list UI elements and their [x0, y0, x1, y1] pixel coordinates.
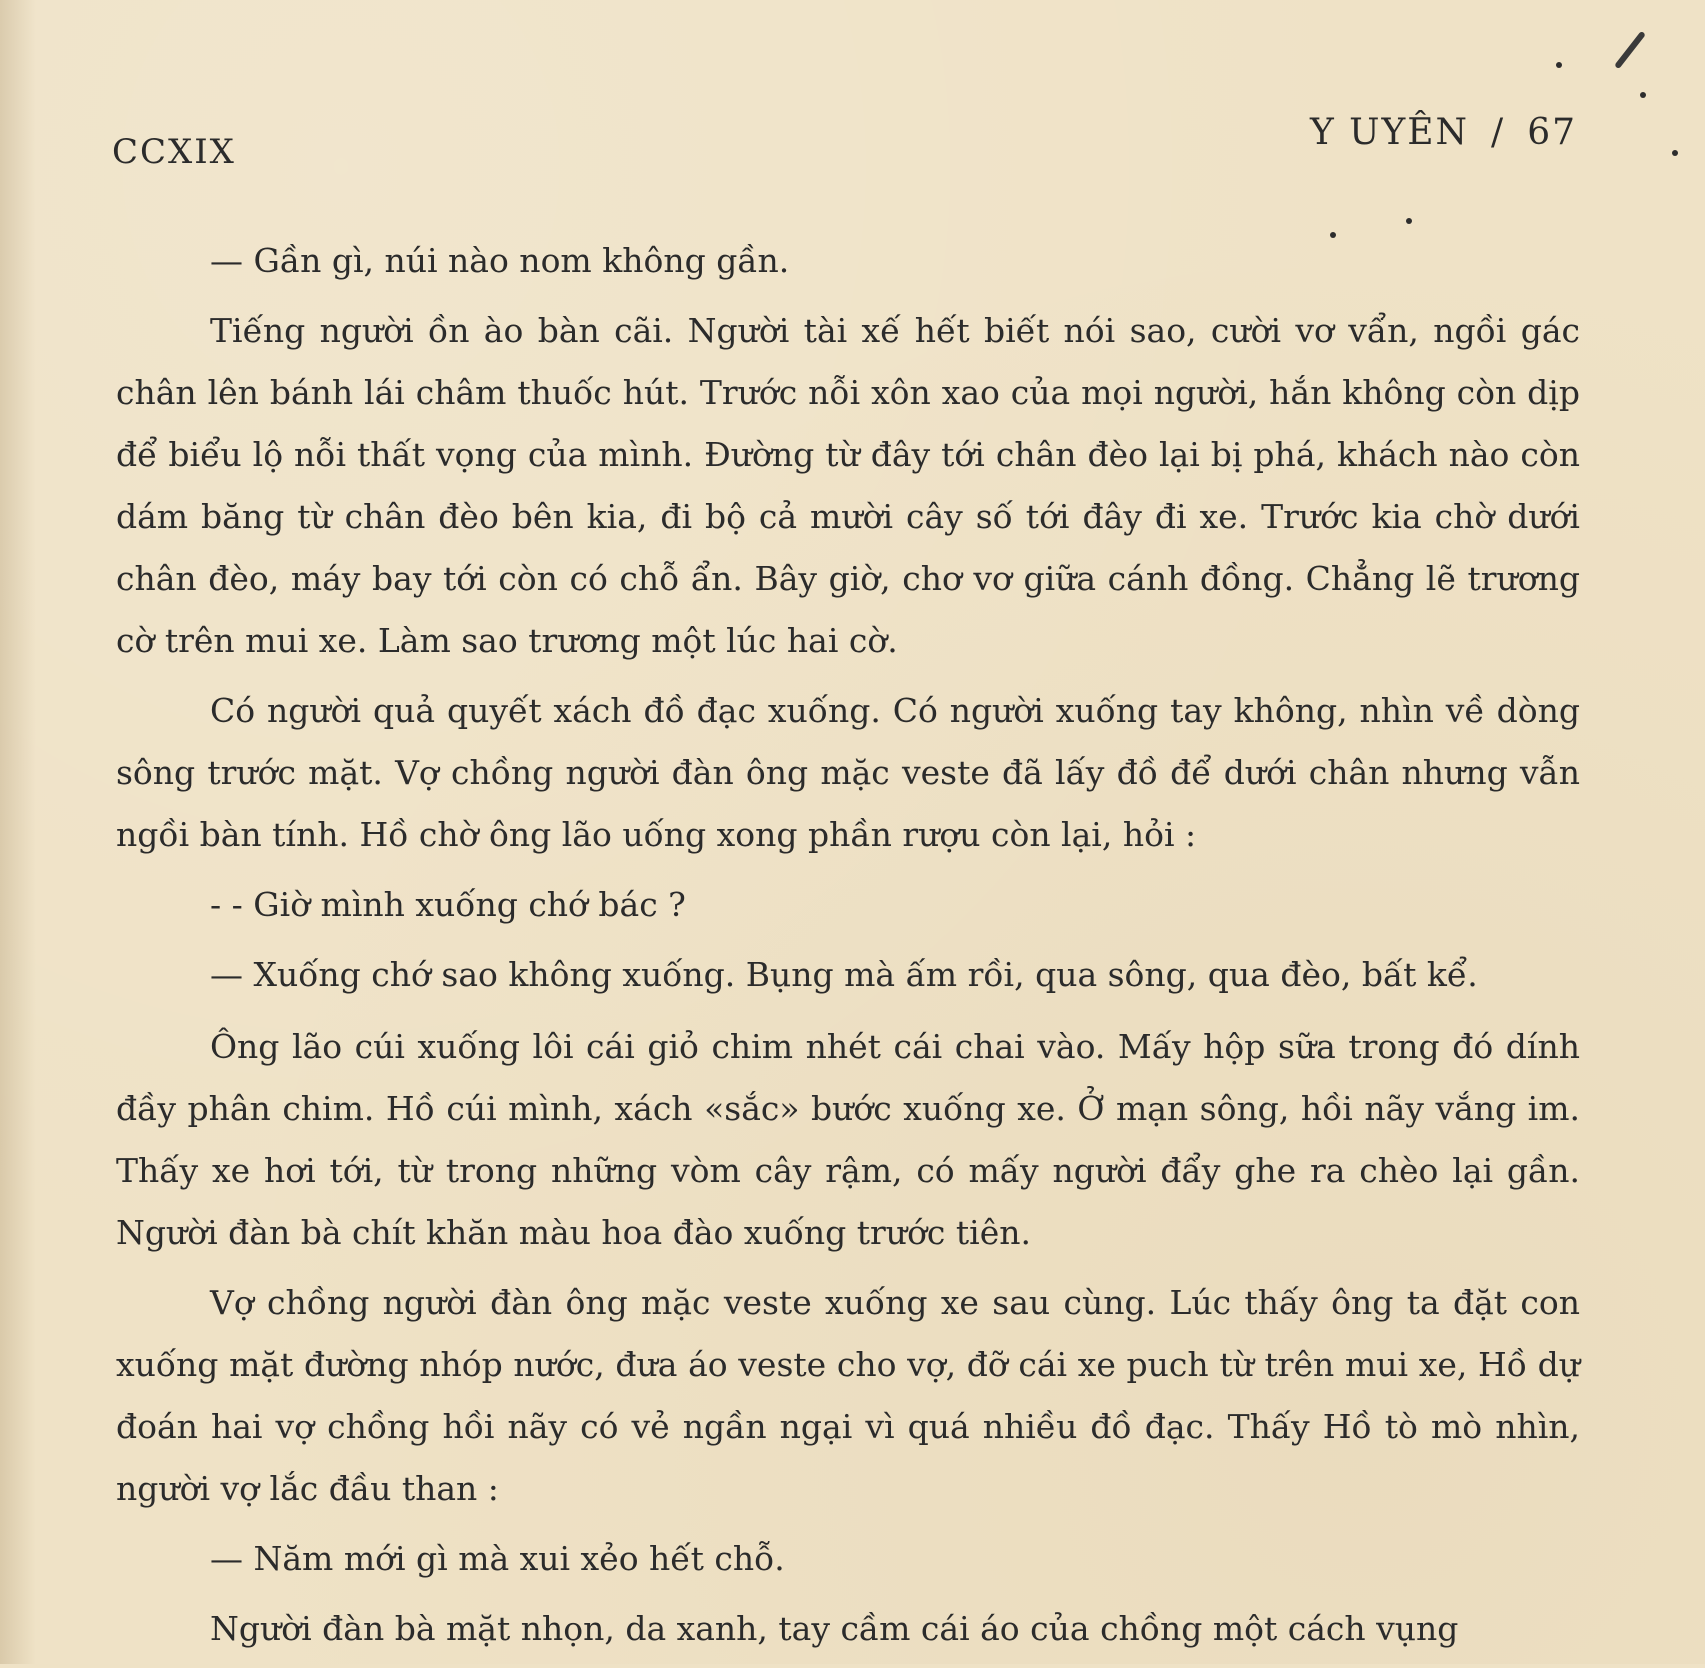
book-title: Y UYÊN: [1309, 112, 1470, 153]
header-separator: /: [1491, 112, 1506, 153]
paragraph: Tiếng người ồn ào bàn cãi. Người tài xế hết biết nói sao, cười vơ vẩn, ngồi gác chân lên bánh lái châm thuốc hút. Trước nỗi xôn xao của mọi người, hắn không còn dịp để biểu lộ nỗi thất vọng của mình. Đường từ đây tới chân đèo lại bị phá, khách nào còn dám băng từ chân đèo bên kia, đi bộ cả mười cây số tới đây đi xe. Trước kia chờ dưới chân đèo, máy bay tới còn có chỗ ẩn. Bây giờ, chơ vơ giữa cánh đồng. Chẳng lẽ trương cờ trên mui xe. Làm sao trương một lúc hai cờ.: [116, 311, 1580, 660]
pen-mark: [1614, 31, 1646, 69]
ink-speck: [1406, 218, 1412, 224]
running-head-left: CCXIX: [112, 132, 236, 172]
paragraph: Người đàn bà mặt nhọn, da xanh, tay cầm cái áo của chồng một cách vụng: [210, 1609, 1459, 1648]
paragraph: Vợ chồng người đàn ông mặc veste xuống xe sau cùng. Lúc thấy ông ta đặt con xuống mặt đường nhóp nước, đưa áo veste cho vợ, đỡ cái xe puch từ trên mui xe, Hồ dự đoán hai vợ chồng hồi nãy có vẻ ngần ngại vì quá nhiều đồ đạc. Thấy Hồ tò mò nhìn, người vợ lắc đầu than :: [116, 1283, 1580, 1508]
page-binding-shadow: [0, 0, 36, 1664]
paragraph: — Năm mới gì mà xui xẻo hết chỗ.: [210, 1539, 785, 1578]
ink-speck: [1672, 150, 1678, 156]
paragraph: Ông lão cúi xuống lôi cái giỏ chim nhét cái chai vào. Mấy hộp sữa trong đó dính đầy phân chim. Hồ cúi mình, xách «sắc» bước xuống xe. Ở mạn sông, hồi nãy vắng im. Thấy xe hơi tới, từ trong những vòm cây rậm, có mấy người đẩy ghe ra chèo lại gần. Người đàn bà chít khăn màu hoa đào xuống trước tiên.: [116, 1027, 1580, 1252]
paragraph: Có người quả quyết xách đồ đạc xuống. Có người xuống tay không, nhìn về dòng sông trước mặt. Vợ chồng người đàn ông mặc veste đã lấy đồ để dưới chân nhưng vẫn ngồi bàn tính. Hồ chờ ông lão uống xong phần rượu còn lại, hỏi :: [116, 691, 1580, 854]
ink-speck: [1556, 62, 1562, 68]
ink-speck: [1640, 92, 1646, 98]
paragraph: - - Giờ mình xuống chớ bác ?: [210, 885, 686, 924]
running-head-right: [1310, 112, 1577, 153]
paragraph: — Xuống chớ sao không xuống. Bụng mà ấm rồi, qua sông, qua đèo, bất kể.: [210, 955, 1478, 994]
page-number: 67: [1527, 112, 1577, 153]
page-header: [112, 112, 1577, 172]
paragraph: — Gần gì, núi nào nom không gần.: [210, 241, 790, 280]
page-body: [116, 230, 1580, 1668]
